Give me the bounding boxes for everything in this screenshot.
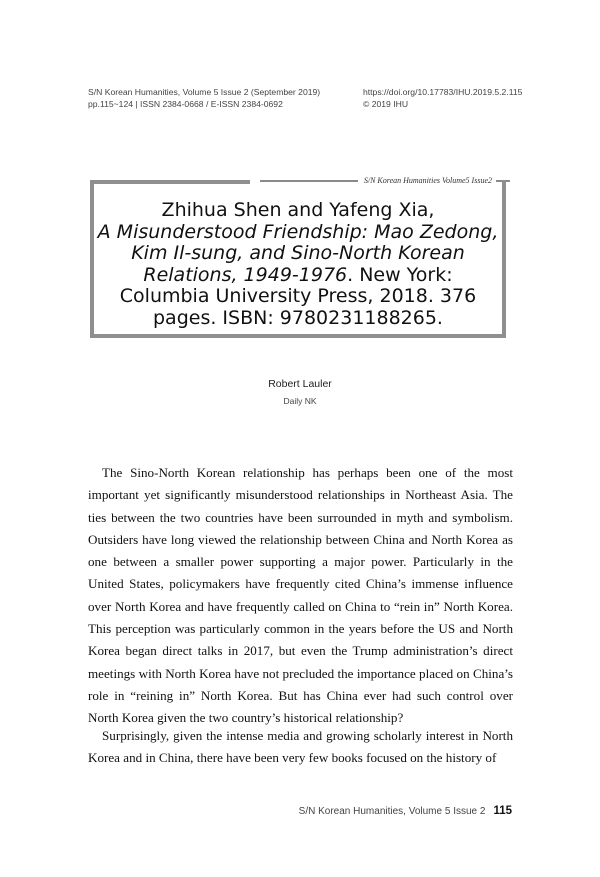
header-pages-issn: pp.115~124 | ISSN 2384-0668 / E-ISSN 2384-0692 (88, 99, 283, 109)
paragraph-text: Surprisingly, given the intense media and growing scholarly interest in North Korea and in China, there have been very few books focused on the history of (88, 728, 513, 766)
author-name: Robert Lauler (268, 378, 332, 390)
title-authors: Zhihua Shen and Yafeng Xia, (161, 199, 435, 221)
body-paragraph-2 (88, 725, 513, 770)
footer-journal: S/N Korean Humanities, Volume 5 Issue 2 (298, 806, 486, 817)
page-number: 115 (493, 805, 512, 817)
header-doi-block (363, 86, 522, 110)
header-journal-issue: S/N Korean Humanities, Volume 5 Issue 2 (September 2019) (88, 87, 321, 97)
body-paragraph-1 (88, 462, 513, 730)
journal-tag-text: S/N Korean Humanities Volume5 Issue2 (363, 176, 492, 185)
page-footer (299, 805, 512, 817)
header-citation (88, 86, 320, 110)
author-affiliation: Daily NK (283, 396, 317, 406)
header-copyright: © 2019 IHU (363, 99, 409, 109)
title-book: A Misunderstood Friendship: Mao Zedong, Kim Il-sung, and Sino-North Korean Relations, 1949-1976 (97, 220, 499, 286)
title-publication: . New York: Columbia University Press, 2018. 376 pages. ISBN: 9780231188265. (119, 263, 477, 329)
header-doi-link[interactable]: https://doi.org/10.17783/IHU.2019.5.2.115 (363, 87, 523, 97)
review-title (96, 200, 500, 329)
paragraph-text: The Sino-North Korean relationship has perhaps been one of the most important yet significantly misunderstood relationships in Northeast Asia. The ties between the two countries have been surrounded in myth and symbolism. Outsiders have long viewed the relationship between China and North Korea as one between a smaller power supporting a major power. Particularly in the United States, policymakers have frequently cited China’s immense influence over North Korea and have frequently called on China to “rein in” North Korea. This perception was particularly common in the years before the US and North Korea began direct talks in 2017, but even the Trump administration’s direct meetings with North Korea have not precluded the importance placed on China’s role in “reining in” North Korea. But has China ever had such control over North Korea given the two country’s historical relationship? (88, 465, 513, 726)
